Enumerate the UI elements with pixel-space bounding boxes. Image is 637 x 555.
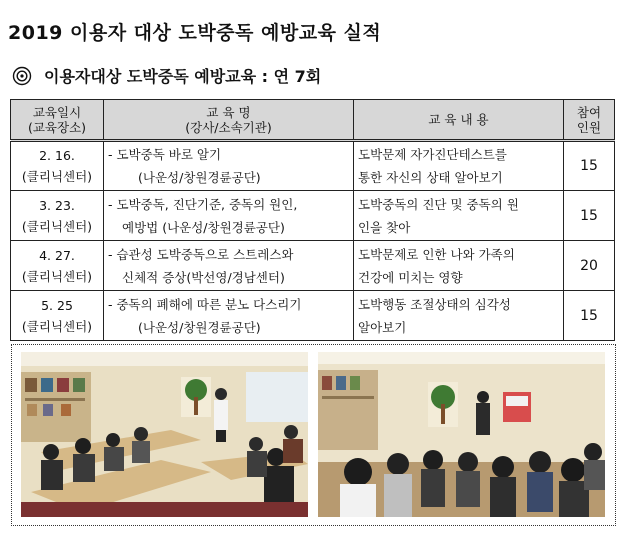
- row-content-cell: 도박문제 자가진단테스트를 통한 자신의 상태 알아보기: [354, 141, 564, 191]
- row-title-cell: - 도박중독, 진단기준, 중독의 원인, 예방법 (나운성/창원경륜공단): [104, 191, 354, 241]
- document-title: 2019 이용자 대상 도박중독 예방교육 실적: [8, 22, 382, 44]
- row-title-cell: - 도박중독 바로 알기 (나운성/창원경륜공단): [104, 141, 354, 191]
- row-count-cell: 15: [564, 291, 615, 341]
- education-table: [10, 99, 615, 341]
- row-content-cell: 도박중독의 진단 및 중독의 원 인을 찾아: [354, 191, 564, 241]
- table-row: [11, 241, 615, 291]
- row-count-cell: 20: [564, 241, 615, 291]
- table-row: [11, 141, 615, 191]
- table-row: [11, 191, 615, 241]
- classroom-photo-right: [318, 352, 605, 517]
- table-header-row: [11, 100, 615, 141]
- subtitle-text: 이용자대상 도박중독 예방교육 : 연 7회: [44, 67, 322, 86]
- row-content-cell: 도박행동 조절상태의 심각성 알아보기: [354, 291, 564, 341]
- row-count-cell: 15: [564, 141, 615, 191]
- classroom-photo-left: [21, 352, 308, 517]
- header-title: 교 육 명 (강사/소속기관): [104, 100, 354, 141]
- section-subtitle: [12, 64, 321, 87]
- row-date-cell: 4. 27. (클리닉센터): [11, 241, 104, 291]
- row-date-cell: 5. 25 (클리닉센터): [11, 291, 104, 341]
- header-content: 교 육 내 용: [354, 100, 564, 141]
- row-date-cell: 2. 16. (클리닉센터): [11, 141, 104, 191]
- row-title-cell: - 중독의 폐해에 따른 분노 다스리기 (나운성/창원경륜공단): [104, 291, 354, 341]
- row-content-cell: 도박문제로 인한 나와 가족의 건강에 미치는 영향: [354, 241, 564, 291]
- row-date-cell: 3. 23. (클리닉센터): [11, 191, 104, 241]
- row-title-cell: - 습관성 도박중독으로 스트레스와 신체적 증상(박선영/경남센터): [104, 241, 354, 291]
- header-date: 교육일시 (교육장소): [11, 100, 104, 141]
- table-row: [11, 291, 615, 341]
- photo-frame: [11, 344, 616, 526]
- circled-bullet-icon: [12, 66, 32, 86]
- header-count: 참여 인원: [564, 100, 615, 141]
- row-count-cell: 15: [564, 191, 615, 241]
